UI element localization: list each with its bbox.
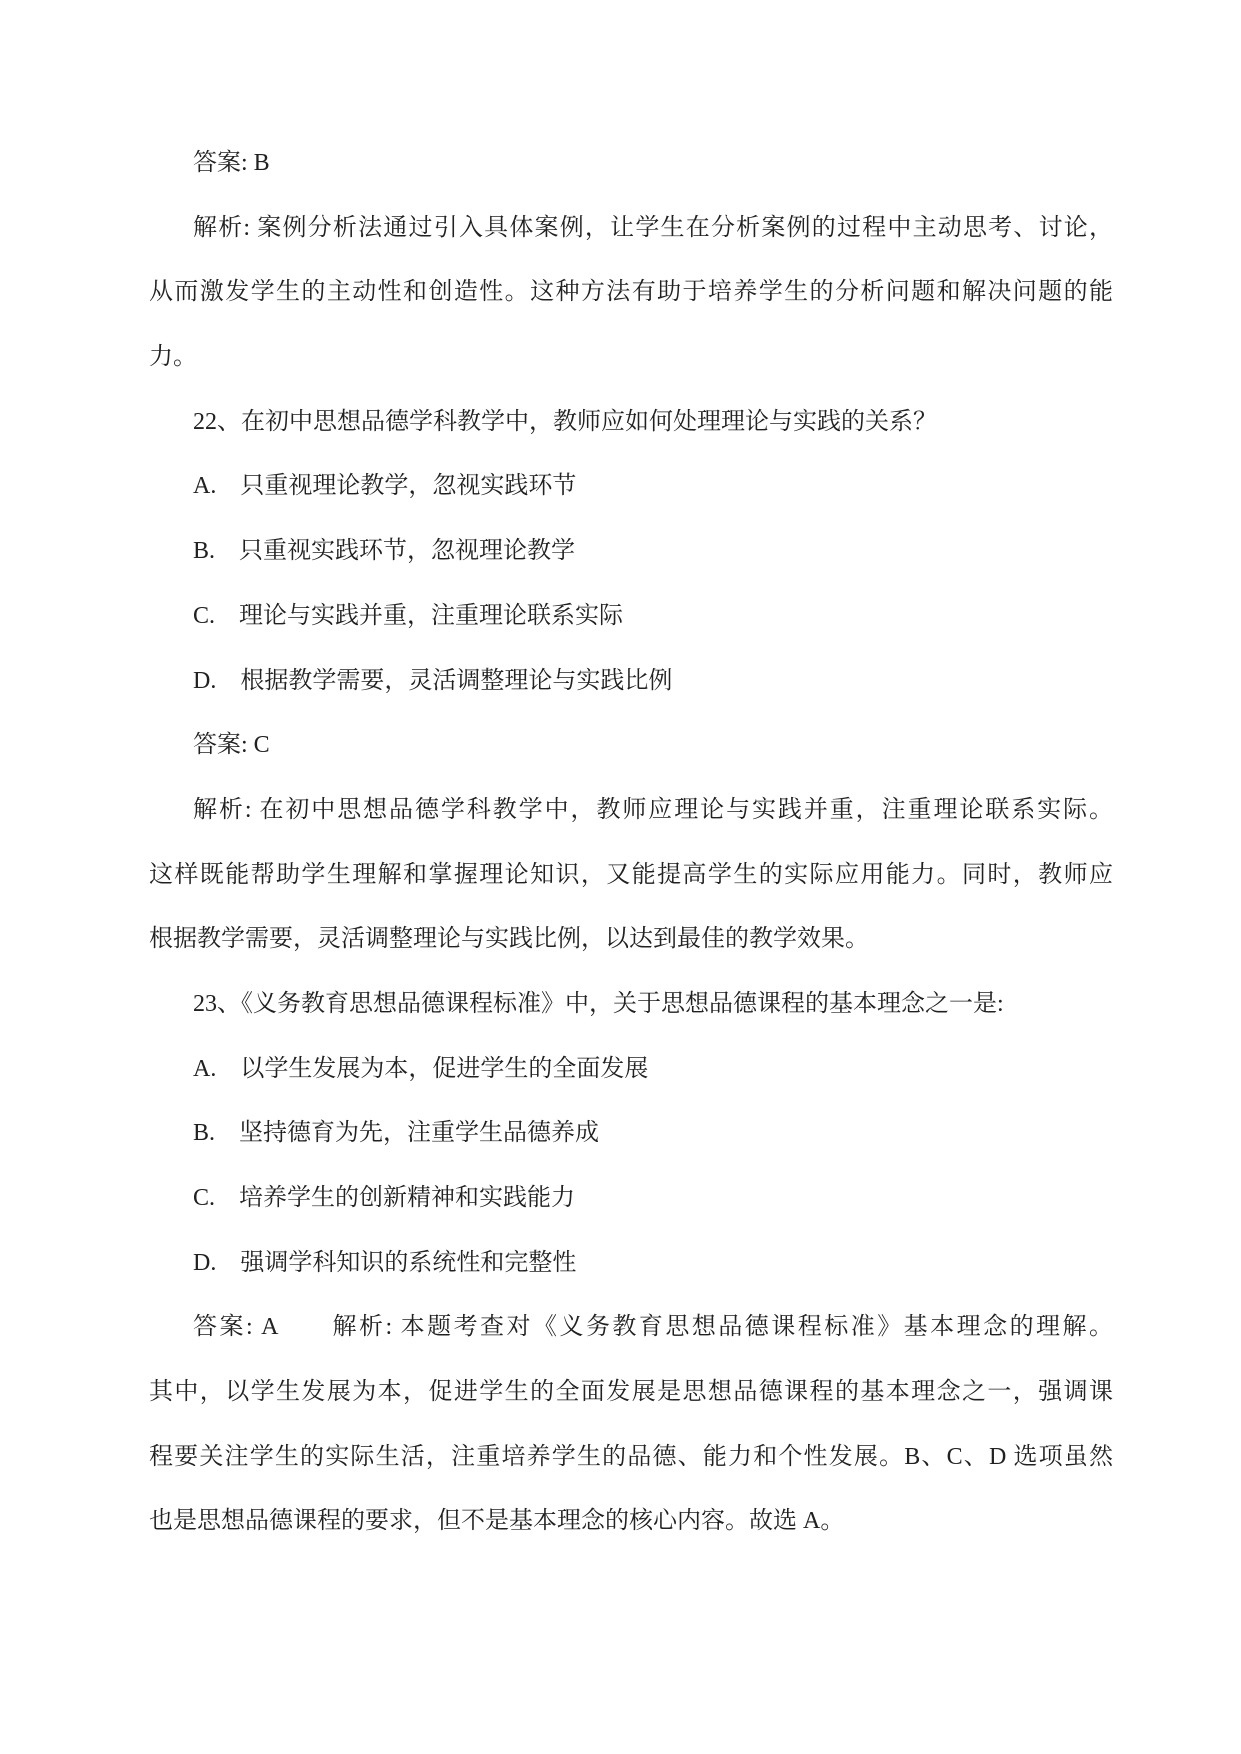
q23-option-c: C. 培养学生的创新精神和实践能力 <box>193 1185 576 1211</box>
q22-analysis-line-2: 这样既能帮助学生理解和掌握理论知识，又能提高学生的实际应用能力。同时，教师应 <box>149 861 1113 888</box>
q22-question: 22、在初中思想品德学科教学中，教师应如何处理理论与实践的关系？ <box>193 408 937 435</box>
q21-analysis-line-3: 力。 <box>149 344 197 371</box>
q23-answer-analysis-line-1: 答案: A 解析: 本题考查对《义务教育思想品德课程标准》基本理念的理解。 <box>193 1314 1113 1341</box>
q23-analysis-line-3: 程要关注学生的实际生活，注重培养学生的品德、能力和个性发展。B、C、D 选项虽然 <box>149 1443 1113 1470</box>
q22-option-c: C. 理论与实践并重，注重理论联系实际 <box>193 602 624 629</box>
q21-analysis-line-2: 从而激发学生的主动性和创造性。这种方法有助于培养学生的分析问题和解决问题的能 <box>149 279 1113 306</box>
q23-option-a: A. 以学生发展为本，促进学生的全面发展 <box>193 1055 649 1082</box>
q22-analysis-line-3: 根据教学需要，灵活调整理论与实践比例，以达到最佳的教学效果。 <box>149 926 869 953</box>
q21-analysis-line-1: 解析: 案例分析法通过引入具体案例，让学生在分析案例的过程中主动思考、讨论， <box>193 214 1113 241</box>
q23-analysis-line-4: 也是思想品德课程的要求，但不是基本理念的核心内容。故选 A。 <box>149 1508 845 1535</box>
q22-option-d: D. 根据教学需要，灵活调整理论与实践比例 <box>193 667 673 694</box>
q22-answer: 答案: C <box>193 732 270 759</box>
q21-answer: 答案: B <box>193 150 270 176</box>
q22-option-a: A. 只重视理论教学，忽视实践环节 <box>193 473 577 500</box>
q23-option-b: B. 坚持德育为先，注重学生品德养成 <box>193 1120 600 1147</box>
q22-option-b: B. 只重视实践环节，忽视理论教学 <box>193 538 576 565</box>
q23-question: 23、《义务教育思想品德课程标准》中，关于思想品德课程的基本理念之一是: <box>193 990 1004 1017</box>
q22-analysis-line-1: 解析: 在初中思想品德学科教学中，教师应理论与实践并重，注重理论联系实际。 <box>193 796 1113 823</box>
q23-analysis-line-2: 其中，以学生发展为本，促进学生的全面发展是思想品德课程的基本理念之一，强调课 <box>149 1379 1113 1406</box>
q23-option-d: D. 强调学科知识的系统性和完整性 <box>193 1249 577 1276</box>
